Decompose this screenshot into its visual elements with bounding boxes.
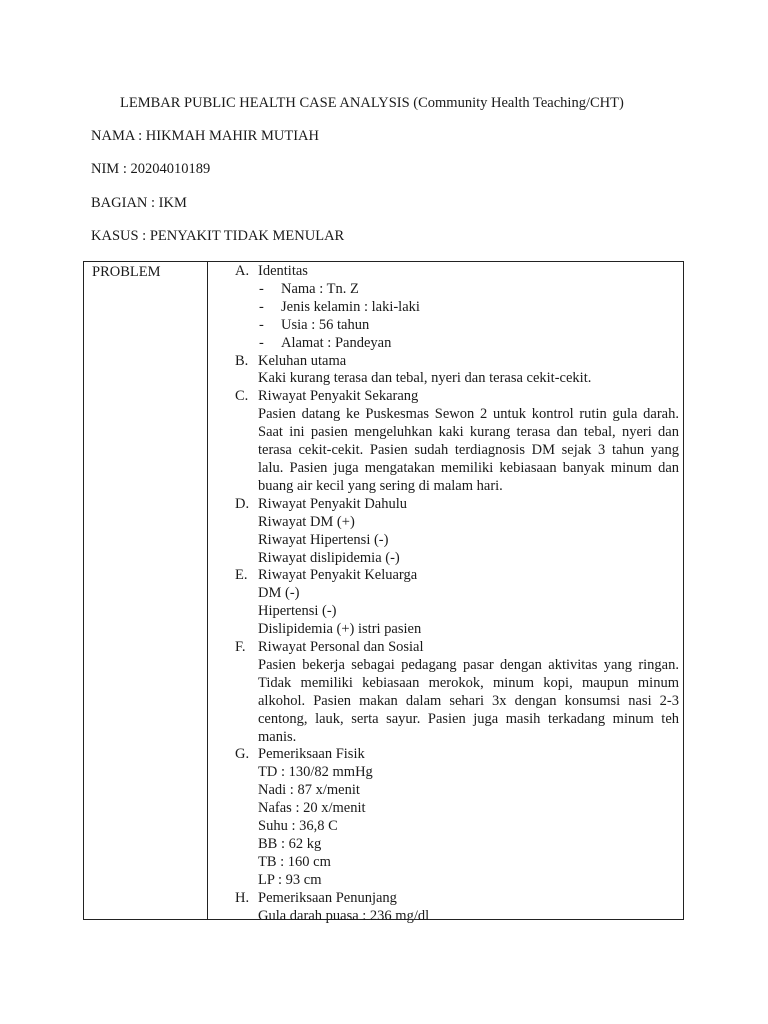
- section-riwayat-dahulu: [235, 496, 679, 568]
- section-pemeriksaan-penunjang: [235, 890, 679, 926]
- section-title: Riwayat Penyakit Sekarang: [258, 388, 419, 405]
- identitas-nama: Nama : Tn. Z: [281, 280, 359, 297]
- section-title: Riwayat Personal dan Sosial: [258, 639, 424, 656]
- section-letter: F.: [235, 639, 246, 656]
- section-letter: G.: [235, 746, 250, 763]
- dash-bullet: -: [259, 316, 264, 333]
- list-item: DM (-): [258, 585, 300, 602]
- identitas-alamat: Alamat : Pandeyan: [281, 334, 392, 351]
- problem-label: PROBLEM: [92, 264, 161, 280]
- list-item: Nadi : 87 x/menit: [258, 782, 360, 799]
- case-type: KASUS : PENYAKIT TIDAK MENULAR: [91, 228, 345, 244]
- section-letter: C.: [235, 388, 249, 405]
- list-item: BB : 62 kg: [258, 836, 322, 852]
- section-letter: H.: [235, 889, 250, 906]
- student-nim: NIM : 20204010189: [91, 161, 211, 177]
- section-text: Kaki kurang terasa dan tebal, nyeri dan terasa cekit-cekit.: [258, 370, 592, 387]
- list-item: Riwayat DM (+): [258, 513, 355, 530]
- section-identitas: [235, 263, 679, 353]
- list-item: TD : 130/82 mmHg: [258, 764, 373, 781]
- section-keluhan-utama: [235, 353, 679, 389]
- section-letter: A.: [235, 263, 250, 279]
- section-letter: B.: [235, 352, 249, 369]
- section-title: Riwayat Penyakit Dahulu: [258, 495, 408, 512]
- dash-bullet: -: [259, 334, 264, 351]
- list-item: LP : 93 cm: [258, 871, 322, 888]
- dash-bullet: -: [259, 280, 264, 297]
- problem-table: [83, 261, 684, 924]
- identitas-jenis-kelamin: Jenis kelamin : laki-laki: [281, 298, 420, 315]
- section-text: Pasien datang ke Puskesmas Sewon 2 untuk kontrol rutin gula darah. Saat ini pasien mengeluhkan kaki kurang terasa dan tebal, nyeri dan terasa cekit-cekit. Pasien sudah terdiagnosis DM sejak 3 tahun yang lalu. Pasien juga mengatakan memiliki kebiasaan banyak minum dan buang air kecil yang sering di malam hari.: [258, 406, 679, 494]
- list-item: Dislipidemia (+) istri pasien: [258, 621, 422, 638]
- section-riwayat-keluarga: [235, 567, 679, 639]
- list-item: TB : 160 cm: [258, 853, 331, 870]
- section-title: Keluhan utama: [258, 352, 347, 369]
- section-letter: E.: [235, 567, 248, 584]
- list-item: Riwayat dislipidemia (-): [258, 549, 400, 566]
- department: BAGIAN : IKM: [91, 195, 187, 211]
- identitas-usia: Usia : 56 tahun: [281, 316, 370, 333]
- list-item: Suhu : 36,8 C: [258, 818, 338, 835]
- problem-content: [235, 263, 679, 926]
- section-title: Identitas: [258, 263, 308, 279]
- section-text: Pasien bekerja sebagai pedagang pasar dengan aktivitas yang ringan. Tidak memiliki kebiasaan merokok, minum kopi, maupun minum alkohol. Pasien makan dalam sehari 3x dengan konsumsi nasi 2-3 centong, lauk, serta sayur. Pasien juga masih terkadang minum teh manis.: [258, 656, 679, 745]
- list-item: Nafas : 20 x/menit: [258, 800, 366, 817]
- section-riwayat-sekarang: [235, 388, 679, 495]
- section-title: Pemeriksaan Penunjang: [258, 889, 397, 906]
- section-title: Pemeriksaan Fisik: [258, 746, 365, 763]
- list-item: [258, 335, 679, 353]
- section-riwayat-personal-sosial: [235, 639, 679, 746]
- section-pemeriksaan-fisik: [235, 746, 679, 889]
- list-item: [258, 299, 679, 317]
- list-item: Riwayat Hipertensi (-): [258, 531, 389, 548]
- dash-bullet: -: [259, 298, 264, 315]
- list-item: [258, 281, 679, 299]
- column-divider: [207, 262, 208, 919]
- list-item: [258, 317, 679, 335]
- student-name: NAMA : HIKMAH MAHIR MUTIAH: [91, 128, 319, 144]
- section-letter: D.: [235, 495, 250, 512]
- section-title: Riwayat Penyakit Keluarga: [258, 567, 418, 584]
- document-title: LEMBAR PUBLIC HEALTH CASE ANALYSIS (Community Health Teaching/CHT): [120, 95, 624, 111]
- list-item: Gula darah puasa : 236 mg/dl: [258, 907, 430, 924]
- list-item: Hipertensi (-): [258, 603, 337, 620]
